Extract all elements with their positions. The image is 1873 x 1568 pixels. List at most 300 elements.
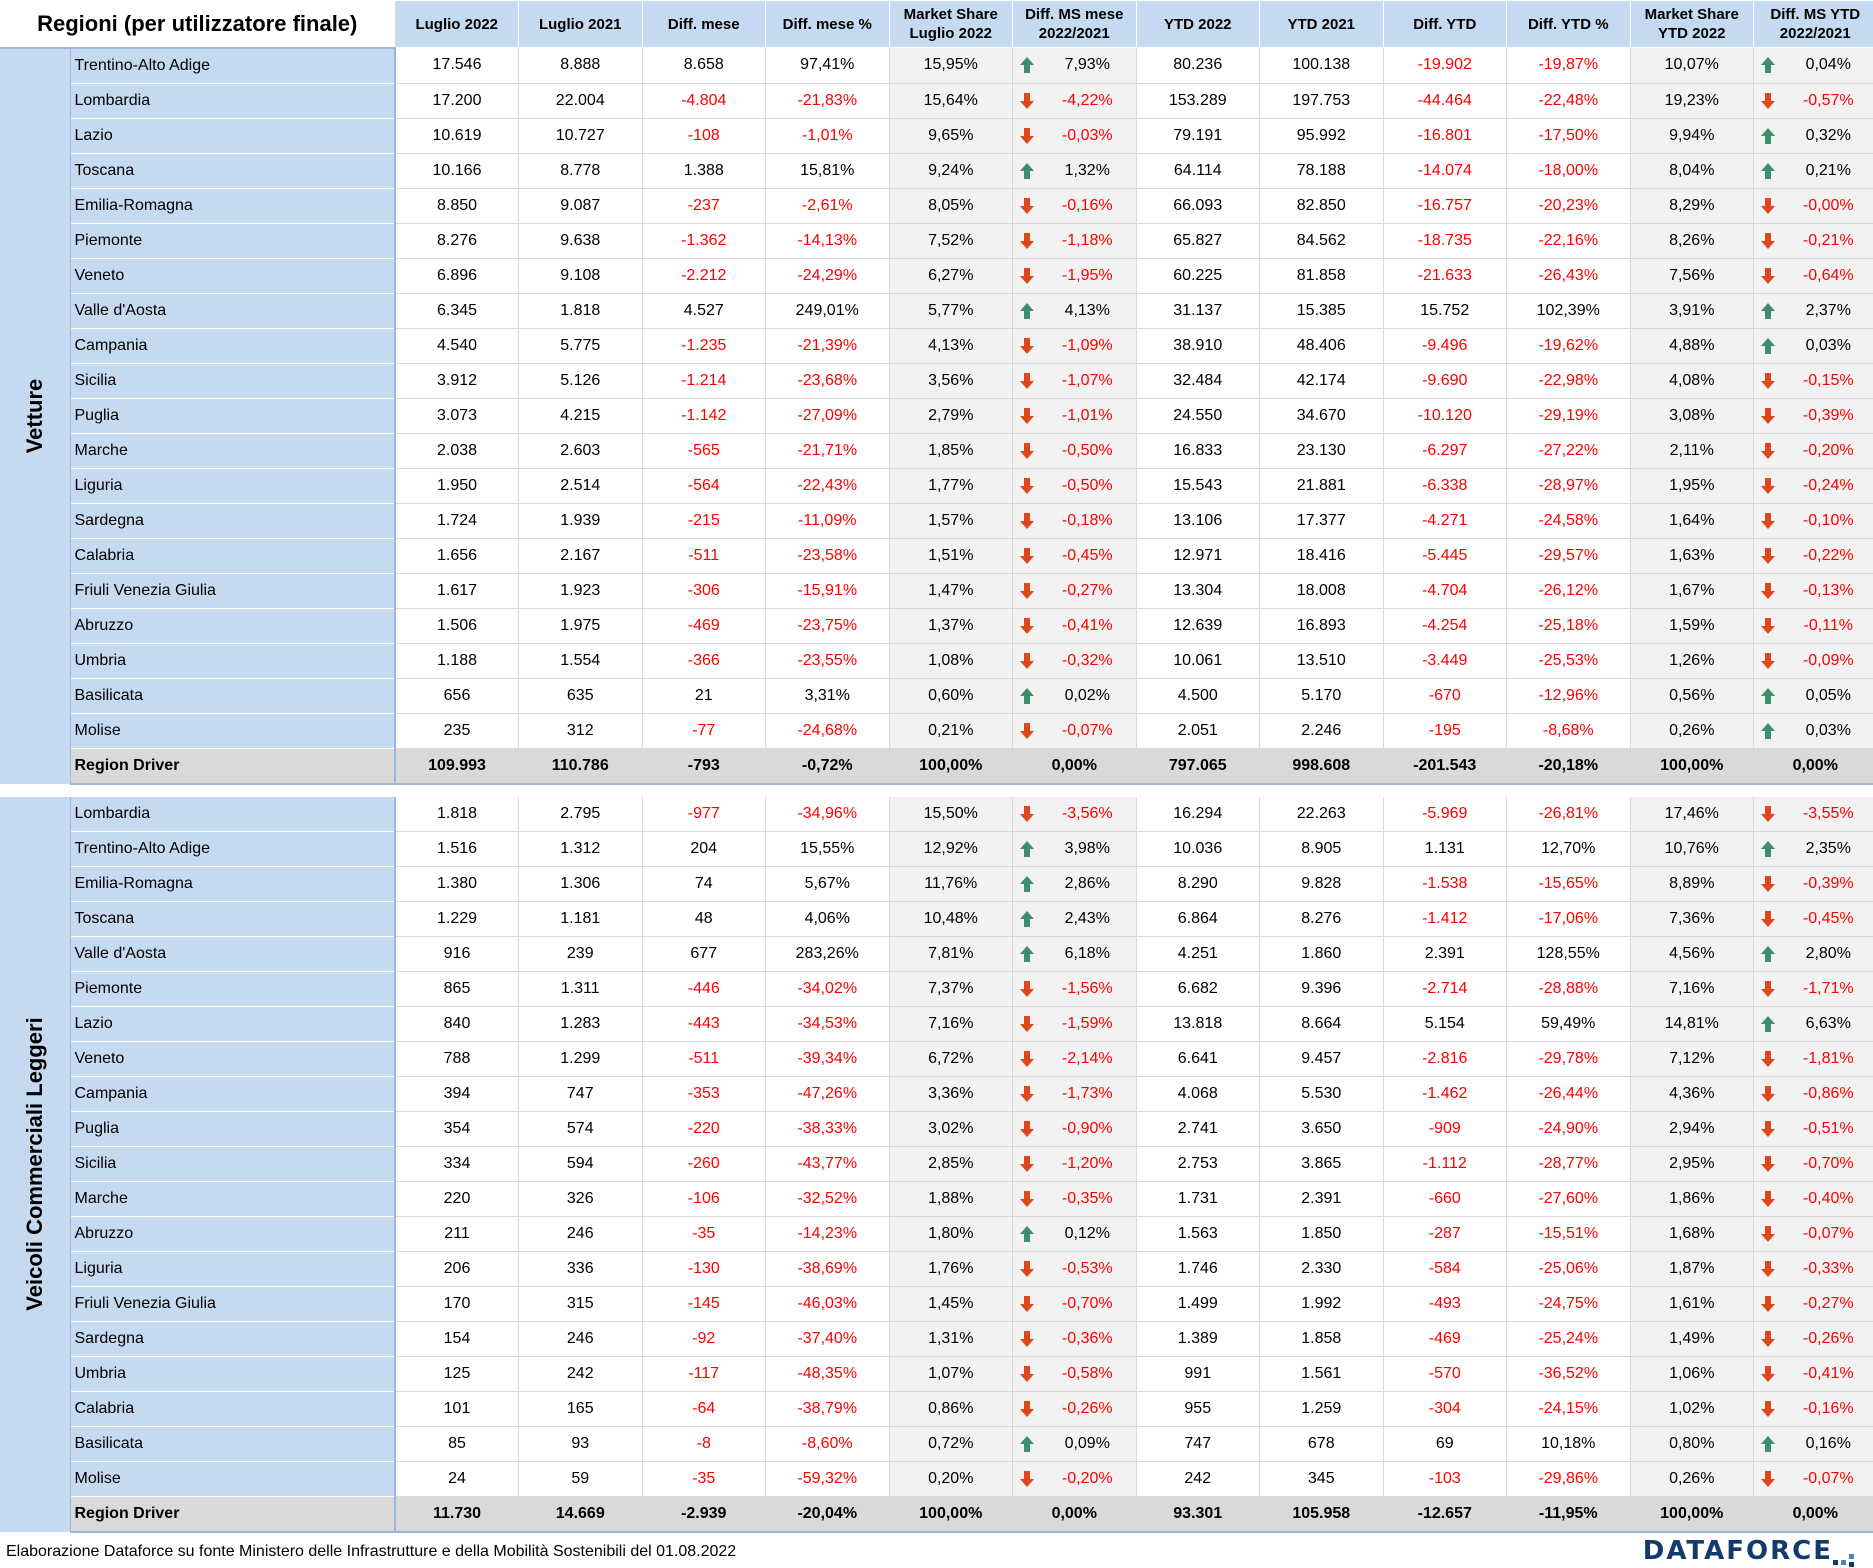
cell-7: 95.992 bbox=[1260, 118, 1384, 153]
cell-value: 6,18% bbox=[1064, 944, 1110, 962]
cell-4: 0,72% bbox=[889, 1426, 1013, 1461]
cell-4: 7,37% bbox=[889, 971, 1013, 1006]
region-name: Piemonte bbox=[70, 223, 395, 258]
table-row bbox=[0, 713, 1873, 748]
cell-value: -0,13% bbox=[1802, 581, 1854, 599]
arrow-down-icon bbox=[1019, 1120, 1035, 1138]
cell-1: 326 bbox=[519, 1181, 643, 1216]
cell-value: -0,50% bbox=[1061, 441, 1113, 459]
cell-value: 0,05% bbox=[1805, 686, 1851, 704]
cell-2: -793 bbox=[642, 748, 766, 784]
arrow-down-icon bbox=[1760, 1120, 1776, 1138]
cell-1: 2.603 bbox=[519, 433, 643, 468]
cell-6: 12.639 bbox=[1136, 608, 1260, 643]
cell-value: -1,20% bbox=[1061, 1154, 1113, 1172]
region-name: Basilicata bbox=[70, 1426, 395, 1461]
cell-1: 4.215 bbox=[519, 398, 643, 433]
cell-11 bbox=[1754, 866, 1873, 901]
cell-8: -201.543 bbox=[1383, 748, 1507, 784]
cell-4: 0,60% bbox=[889, 678, 1013, 713]
logo-dots-icon bbox=[1831, 1548, 1861, 1568]
cell-4: 3,36% bbox=[889, 1076, 1013, 1111]
cell-8: 1.131 bbox=[1383, 831, 1507, 866]
cell-9: -24,75% bbox=[1507, 1286, 1631, 1321]
cell-10: 1,59% bbox=[1630, 608, 1754, 643]
cell-7: 197.753 bbox=[1260, 83, 1384, 118]
cell-7: 678 bbox=[1260, 1426, 1384, 1461]
cell-7: 81.858 bbox=[1260, 258, 1384, 293]
column-header: Diff. YTD % bbox=[1507, 1, 1631, 48]
column-header: Luglio 2021 bbox=[519, 1, 643, 48]
header-row bbox=[0, 1, 1873, 48]
column-header: Market Share Luglio 2022 bbox=[889, 1, 1013, 48]
cell-6: 991 bbox=[1136, 1356, 1260, 1391]
table-row bbox=[0, 1356, 1873, 1391]
table-row bbox=[0, 1216, 1873, 1251]
table-row bbox=[0, 293, 1873, 328]
cell-6: 747 bbox=[1136, 1426, 1260, 1461]
cell-2: -215 bbox=[642, 503, 766, 538]
cell-2: -2.939 bbox=[642, 1496, 766, 1532]
cell-6: 15.543 bbox=[1136, 468, 1260, 503]
cell-5: 0,00% bbox=[1013, 748, 1137, 784]
cell-value: -0,33% bbox=[1802, 1259, 1854, 1277]
cell-2: -145 bbox=[642, 1286, 766, 1321]
cell-11 bbox=[1754, 1356, 1873, 1391]
arrow-down-icon bbox=[1760, 582, 1776, 600]
cell-6: 1.499 bbox=[1136, 1286, 1260, 1321]
cell-1: 1.975 bbox=[519, 608, 643, 643]
cell-2: -117 bbox=[642, 1356, 766, 1391]
table-row bbox=[0, 1321, 1873, 1356]
cell-value: -0,39% bbox=[1802, 406, 1854, 424]
table-row bbox=[0, 1006, 1873, 1041]
arrow-down-icon bbox=[1019, 722, 1035, 740]
cell-4: 6,72% bbox=[889, 1041, 1013, 1076]
cell-value: -0,03% bbox=[1061, 126, 1113, 144]
cell-4: 1,80% bbox=[889, 1216, 1013, 1251]
cell-6: 24.550 bbox=[1136, 398, 1260, 433]
cell-value: -1,95% bbox=[1061, 266, 1113, 284]
cell-2: -220 bbox=[642, 1111, 766, 1146]
table-row bbox=[0, 118, 1873, 153]
total-label: Region Driver bbox=[70, 748, 395, 784]
cell-0: 125 bbox=[395, 1356, 519, 1391]
cell-10: 2,95% bbox=[1630, 1146, 1754, 1181]
arrow-down-icon bbox=[1019, 805, 1035, 823]
arrow-down-icon bbox=[1760, 1330, 1776, 1348]
cell-11 bbox=[1754, 678, 1873, 713]
arrow-down-icon bbox=[1760, 1155, 1776, 1173]
cell-value: -1,01% bbox=[1061, 406, 1113, 424]
cell-2: -564 bbox=[642, 468, 766, 503]
cell-10: 1,61% bbox=[1630, 1286, 1754, 1321]
cell-9: -26,43% bbox=[1507, 258, 1631, 293]
arrow-up-icon bbox=[1760, 162, 1776, 180]
region-name: Lazio bbox=[70, 118, 395, 153]
arrow-up-icon bbox=[1019, 840, 1035, 858]
cell-7: 2.246 bbox=[1260, 713, 1384, 748]
cell-11 bbox=[1754, 573, 1873, 608]
cell-1: 1.181 bbox=[519, 901, 643, 936]
cell-value: 0,03% bbox=[1805, 336, 1851, 354]
cell-0: 354 bbox=[395, 1111, 519, 1146]
cell-value: -0,57% bbox=[1802, 91, 1854, 109]
cell-4: 2,85% bbox=[889, 1146, 1013, 1181]
cell-2: -1.362 bbox=[642, 223, 766, 258]
cell-value: -0,70% bbox=[1802, 1154, 1854, 1172]
arrow-up-icon bbox=[1760, 687, 1776, 705]
table-row bbox=[0, 901, 1873, 936]
region-name: Piemonte bbox=[70, 971, 395, 1006]
table-row bbox=[0, 1146, 1873, 1181]
cell-2: 204 bbox=[642, 831, 766, 866]
cell-7: 9.828 bbox=[1260, 866, 1384, 901]
arrow-down-icon bbox=[1019, 337, 1035, 355]
cell-5 bbox=[1013, 363, 1137, 398]
cell-11 bbox=[1754, 936, 1873, 971]
cell-9: -29,86% bbox=[1507, 1461, 1631, 1496]
cell-7: 18.008 bbox=[1260, 573, 1384, 608]
cell-4: 3,02% bbox=[889, 1111, 1013, 1146]
cell-value: 3,98% bbox=[1064, 839, 1110, 857]
cell-value: -1,73% bbox=[1061, 1084, 1113, 1102]
cell-10: 8,26% bbox=[1630, 223, 1754, 258]
cell-3: -43,77% bbox=[766, 1146, 890, 1181]
cell-2: -92 bbox=[642, 1321, 766, 1356]
cell-3: -8,60% bbox=[766, 1426, 890, 1461]
cell-6: 1.389 bbox=[1136, 1321, 1260, 1356]
cell-11 bbox=[1754, 713, 1873, 748]
cell-7: 1.561 bbox=[1260, 1356, 1384, 1391]
cell-6: 1.746 bbox=[1136, 1251, 1260, 1286]
arrow-up-icon bbox=[1019, 1435, 1035, 1453]
cell-0: 3.073 bbox=[395, 398, 519, 433]
cell-10: 1,67% bbox=[1630, 573, 1754, 608]
cell-5 bbox=[1013, 293, 1137, 328]
cell-4: 15,95% bbox=[889, 48, 1013, 84]
cell-5 bbox=[1013, 118, 1137, 153]
cell-6: 65.827 bbox=[1136, 223, 1260, 258]
cell-value: -0,26% bbox=[1061, 1399, 1113, 1417]
region-name: Trentino-Alto Adige bbox=[70, 831, 395, 866]
table-row bbox=[0, 608, 1873, 643]
cell-6: 79.191 bbox=[1136, 118, 1260, 153]
cell-2: -511 bbox=[642, 538, 766, 573]
table-row bbox=[0, 153, 1873, 188]
total-row bbox=[0, 1496, 1873, 1532]
cell-11 bbox=[1754, 1076, 1873, 1111]
cell-11 bbox=[1754, 48, 1873, 84]
cell-3: -38,69% bbox=[766, 1251, 890, 1286]
cell-4: 1,37% bbox=[889, 608, 1013, 643]
column-header: Market Share YTD 2022 bbox=[1630, 1, 1754, 48]
arrow-down-icon bbox=[1019, 477, 1035, 495]
cell-value: 2,86% bbox=[1064, 874, 1110, 892]
arrow-down-icon bbox=[1019, 442, 1035, 460]
cell-2: -977 bbox=[642, 797, 766, 832]
cell-10: 1,49% bbox=[1630, 1321, 1754, 1356]
cell-4: 1,51% bbox=[889, 538, 1013, 573]
arrow-down-icon bbox=[1760, 547, 1776, 565]
arrow-up-icon bbox=[1019, 687, 1035, 705]
region-name: Molise bbox=[70, 713, 395, 748]
cell-10: 9,94% bbox=[1630, 118, 1754, 153]
cell-0: 11.730 bbox=[395, 1496, 519, 1532]
region-name: Lombardia bbox=[70, 797, 395, 832]
cell-11 bbox=[1754, 1251, 1873, 1286]
cell-1: 5.126 bbox=[519, 363, 643, 398]
arrow-down-icon bbox=[1760, 1050, 1776, 1068]
cell-value: -1,81% bbox=[1802, 1049, 1854, 1067]
cell-10: 0,26% bbox=[1630, 713, 1754, 748]
cell-1: 747 bbox=[519, 1076, 643, 1111]
cell-11 bbox=[1754, 468, 1873, 503]
cell-3: -47,26% bbox=[766, 1076, 890, 1111]
cell-7: 17.377 bbox=[1260, 503, 1384, 538]
cell-0: 1.656 bbox=[395, 538, 519, 573]
cell-9: -24,90% bbox=[1507, 1111, 1631, 1146]
table-row bbox=[0, 971, 1873, 1006]
cell-10: 7,36% bbox=[1630, 901, 1754, 936]
cell-9: -28,97% bbox=[1507, 468, 1631, 503]
cell-10: 19,23% bbox=[1630, 83, 1754, 118]
cell-8: -16.801 bbox=[1383, 118, 1507, 153]
cell-value: -0,16% bbox=[1061, 196, 1113, 214]
cell-0: 1.506 bbox=[395, 608, 519, 643]
cell-6: 10.061 bbox=[1136, 643, 1260, 678]
cell-10: 8,89% bbox=[1630, 866, 1754, 901]
cell-1: 242 bbox=[519, 1356, 643, 1391]
cell-7: 48.406 bbox=[1260, 328, 1384, 363]
cell-3: 97,41% bbox=[766, 48, 890, 84]
cell-value: 2,43% bbox=[1064, 909, 1110, 927]
cell-2: -469 bbox=[642, 608, 766, 643]
arrow-up-icon bbox=[1760, 302, 1776, 320]
cell-9: -26,81% bbox=[1507, 797, 1631, 832]
cell-5 bbox=[1013, 1181, 1137, 1216]
table-row bbox=[0, 398, 1873, 433]
cell-11 bbox=[1754, 971, 1873, 1006]
arrow-down-icon bbox=[1760, 652, 1776, 670]
cell-9: -20,18% bbox=[1507, 748, 1631, 784]
cell-0: 220 bbox=[395, 1181, 519, 1216]
cell-4: 1,57% bbox=[889, 503, 1013, 538]
cell-8: 5.154 bbox=[1383, 1006, 1507, 1041]
cell-8: -18.735 bbox=[1383, 223, 1507, 258]
arrow-down-icon bbox=[1760, 477, 1776, 495]
cell-5 bbox=[1013, 503, 1137, 538]
table-row bbox=[0, 1251, 1873, 1286]
cell-value: -0,41% bbox=[1802, 1364, 1854, 1382]
cell-10: 0,80% bbox=[1630, 1426, 1754, 1461]
cell-3: -38,79% bbox=[766, 1391, 890, 1426]
cell-5 bbox=[1013, 1111, 1137, 1146]
cell-4: 1,31% bbox=[889, 1321, 1013, 1356]
cell-10: 17,46% bbox=[1630, 797, 1754, 832]
cell-8: -9.690 bbox=[1383, 363, 1507, 398]
cell-0: 85 bbox=[395, 1426, 519, 1461]
cell-value: -3,56% bbox=[1061, 804, 1113, 822]
cell-4: 1,47% bbox=[889, 573, 1013, 608]
table-row bbox=[0, 83, 1873, 118]
cell-4: 1,45% bbox=[889, 1286, 1013, 1321]
cell-2: 4.527 bbox=[642, 293, 766, 328]
cell-7: 8.905 bbox=[1260, 831, 1384, 866]
cell-value: -1,71% bbox=[1802, 979, 1854, 997]
cell-8: -1.462 bbox=[1383, 1076, 1507, 1111]
cell-0: 1.818 bbox=[395, 797, 519, 832]
cell-7: 1.992 bbox=[1260, 1286, 1384, 1321]
table-row bbox=[0, 643, 1873, 678]
arrow-up-icon bbox=[1760, 127, 1776, 145]
cell-7: 22.263 bbox=[1260, 797, 1384, 832]
cell-8: -570 bbox=[1383, 1356, 1507, 1391]
cell-3: -21,39% bbox=[766, 328, 890, 363]
region-name: Abruzzo bbox=[70, 1216, 395, 1251]
cell-8: -1.412 bbox=[1383, 901, 1507, 936]
cell-5 bbox=[1013, 223, 1137, 258]
table-row bbox=[0, 1461, 1873, 1496]
cell-8: -469 bbox=[1383, 1321, 1507, 1356]
cell-7: 15.385 bbox=[1260, 293, 1384, 328]
cell-value: 0,32% bbox=[1805, 126, 1851, 144]
cell-6: 4.068 bbox=[1136, 1076, 1260, 1111]
cell-7: 5.170 bbox=[1260, 678, 1384, 713]
arrow-down-icon bbox=[1019, 267, 1035, 285]
cell-7: 100.138 bbox=[1260, 48, 1384, 84]
cell-11 bbox=[1754, 1181, 1873, 1216]
cell-2: 21 bbox=[642, 678, 766, 713]
cell-6: 16.294 bbox=[1136, 797, 1260, 832]
arrow-down-icon bbox=[1019, 1015, 1035, 1033]
cell-7: 16.893 bbox=[1260, 608, 1384, 643]
cell-4: 12,92% bbox=[889, 831, 1013, 866]
arrow-down-icon bbox=[1760, 1085, 1776, 1103]
cell-value: -0,07% bbox=[1061, 721, 1113, 739]
cell-8: -9.496 bbox=[1383, 328, 1507, 363]
cell-2: 48 bbox=[642, 901, 766, 936]
cell-0: 24 bbox=[395, 1461, 519, 1496]
cell-8: 69 bbox=[1383, 1426, 1507, 1461]
cell-value: -0,36% bbox=[1061, 1329, 1113, 1347]
cell-5 bbox=[1013, 468, 1137, 503]
cell-value: -2,14% bbox=[1061, 1049, 1113, 1067]
arrow-down-icon bbox=[1760, 512, 1776, 530]
cell-value: -1,09% bbox=[1061, 336, 1113, 354]
cell-value: -0,40% bbox=[1802, 1189, 1854, 1207]
cell-11 bbox=[1754, 1321, 1873, 1356]
table-row bbox=[0, 503, 1873, 538]
cell-10: 8,04% bbox=[1630, 153, 1754, 188]
cell-2: -1.214 bbox=[642, 363, 766, 398]
cell-3: -20,04% bbox=[766, 1496, 890, 1532]
cell-11 bbox=[1754, 398, 1873, 433]
cell-2: 1.388 bbox=[642, 153, 766, 188]
cell-3: -27,09% bbox=[766, 398, 890, 433]
cell-6: 93.301 bbox=[1136, 1496, 1260, 1532]
arrow-down-icon bbox=[1760, 267, 1776, 285]
cell-1: 1.554 bbox=[519, 643, 643, 678]
region-name: Emilia-Romagna bbox=[70, 866, 395, 901]
region-name: Toscana bbox=[70, 153, 395, 188]
cell-11 bbox=[1754, 363, 1873, 398]
cell-6: 16.833 bbox=[1136, 433, 1260, 468]
arrow-down-icon bbox=[1019, 1330, 1035, 1348]
cell-6: 242 bbox=[1136, 1461, 1260, 1496]
cell-1: 10.727 bbox=[519, 118, 643, 153]
cell-4: 0,86% bbox=[889, 1391, 1013, 1426]
cell-7: 1.850 bbox=[1260, 1216, 1384, 1251]
table-row bbox=[0, 538, 1873, 573]
cell-5: 0,00% bbox=[1013, 1496, 1137, 1532]
arrow-down-icon bbox=[1019, 1190, 1035, 1208]
table-row bbox=[0, 1286, 1873, 1321]
cell-value: 0,09% bbox=[1064, 1434, 1110, 1452]
cell-6: 2.051 bbox=[1136, 713, 1260, 748]
region-name: Veneto bbox=[70, 1041, 395, 1076]
cell-0: 4.540 bbox=[395, 328, 519, 363]
cell-4: 15,50% bbox=[889, 797, 1013, 832]
cell-0: 1.516 bbox=[395, 831, 519, 866]
cell-1: 594 bbox=[519, 1146, 643, 1181]
cell-1: 246 bbox=[519, 1321, 643, 1356]
cell-7: 105.958 bbox=[1260, 1496, 1384, 1532]
arrow-up-icon bbox=[1019, 1225, 1035, 1243]
region-name: Sicilia bbox=[70, 1146, 395, 1181]
arrow-down-icon bbox=[1019, 1050, 1035, 1068]
cell-11: 0,00% bbox=[1754, 748, 1873, 784]
cell-7: 9.396 bbox=[1260, 971, 1384, 1006]
cell-4: 11,76% bbox=[889, 866, 1013, 901]
arrow-down-icon bbox=[1760, 1470, 1776, 1488]
cell-7: 2.391 bbox=[1260, 1181, 1384, 1216]
cell-value: -0,45% bbox=[1061, 546, 1113, 564]
column-header: YTD 2021 bbox=[1260, 1, 1384, 48]
total-row bbox=[0, 748, 1873, 784]
cell-3: -59,32% bbox=[766, 1461, 890, 1496]
cell-1: 9.638 bbox=[519, 223, 643, 258]
cell-2: -237 bbox=[642, 188, 766, 223]
cell-7: 1.259 bbox=[1260, 1391, 1384, 1426]
cell-5 bbox=[1013, 1251, 1137, 1286]
cell-value: -0,22% bbox=[1802, 546, 1854, 564]
cell-0: 788 bbox=[395, 1041, 519, 1076]
cell-1: 1.923 bbox=[519, 573, 643, 608]
cell-4: 1,76% bbox=[889, 1251, 1013, 1286]
cell-10: 4,56% bbox=[1630, 936, 1754, 971]
cell-9: -24,58% bbox=[1507, 503, 1631, 538]
cell-4: 100,00% bbox=[889, 1496, 1013, 1532]
cell-10: 10,76% bbox=[1630, 831, 1754, 866]
cell-9: -25,18% bbox=[1507, 608, 1631, 643]
cell-8: -12.657 bbox=[1383, 1496, 1507, 1532]
cell-11 bbox=[1754, 293, 1873, 328]
cell-4: 7,16% bbox=[889, 1006, 1013, 1041]
column-header: Diff. mese bbox=[642, 1, 766, 48]
cell-0: 1.617 bbox=[395, 573, 519, 608]
cell-5 bbox=[1013, 831, 1137, 866]
section-label-text: Veicoli Commerciali Leggeri bbox=[21, 1017, 47, 1311]
cell-5 bbox=[1013, 328, 1137, 363]
cell-8: -16.757 bbox=[1383, 188, 1507, 223]
region-column-header: Regioni (per utilizzatore finale) bbox=[0, 1, 395, 48]
cell-5 bbox=[1013, 1041, 1137, 1076]
cell-9: -36,52% bbox=[1507, 1356, 1631, 1391]
table-row bbox=[0, 866, 1873, 901]
region-name: Calabria bbox=[70, 1391, 395, 1426]
arrow-up-icon bbox=[1760, 1015, 1776, 1033]
